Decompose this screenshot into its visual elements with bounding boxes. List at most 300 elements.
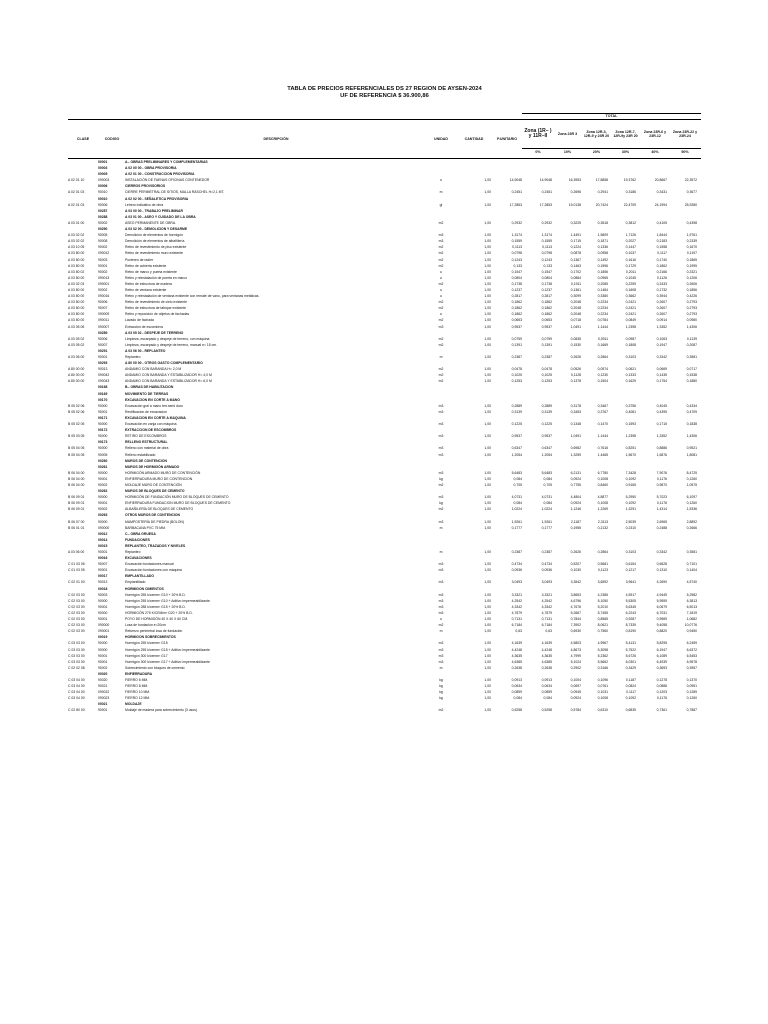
cell-zona-3: 0,1092 xyxy=(625,501,636,506)
cell-cantidad: 1,00 xyxy=(484,257,491,262)
cell-zona-3: 0,1045 xyxy=(625,275,636,280)
cell-zona-0: 3,3321 xyxy=(541,592,552,597)
cell-clase: A 02 01 03 xyxy=(68,190,85,195)
cell-unidad: m3 xyxy=(438,610,444,615)
cell-descripcion: REPLANTEO, TRAZADOS Y NIVELES xyxy=(125,543,186,548)
cell-zona-3: 0,1217 xyxy=(625,568,636,573)
cell-zona-2: 0,1123 xyxy=(597,568,608,573)
cell-zona-5: 0,1260 xyxy=(686,476,697,481)
cell-unidad: kg xyxy=(439,690,443,695)
cell-p-unitario: 0,1777 xyxy=(511,525,522,530)
cell-zona-4: 5,9559 xyxy=(656,598,667,603)
cell-clase: A 03 80 00 xyxy=(68,275,85,280)
cell-zona-5: 8,4725 xyxy=(686,470,697,475)
cell-p-unitario: 0,1243 xyxy=(511,257,522,262)
cell-zona-2: 0,3380 xyxy=(597,294,608,299)
cell-zona-0: 0,1253 xyxy=(541,379,552,384)
cell-zona-3: 0,1608 xyxy=(625,287,636,292)
cell-descripcion: Limpieza, escarpado y despeje de terreno, manual e= 15 cm. xyxy=(125,342,218,347)
cell-descripcion: EMPLANTILLADO xyxy=(125,574,155,579)
cell-cantidad: 1,00 xyxy=(484,275,491,280)
cell-zona-3: 0,0849 xyxy=(625,318,636,323)
cell-zona-5: 0,7101 xyxy=(686,562,697,567)
cell-descripcion: INSTALACIÓN DE FAENAS OFICINAS CONTENEDOR xyxy=(125,178,210,183)
cell-zona-3: 8,7339 xyxy=(625,623,636,628)
cell-codigo: 90001 xyxy=(98,653,108,658)
cell-zona-0: 0,0913 xyxy=(541,677,552,682)
cell-unidad: m2 xyxy=(438,300,444,305)
cell-zona-0: 4,2542 xyxy=(541,598,552,603)
cell-codigo: 00005 xyxy=(98,172,108,177)
cell-clase: A 03 80 00 xyxy=(68,257,85,262)
header-clase: CLASE xyxy=(76,137,90,141)
cell-codigo: 00171 xyxy=(98,415,108,420)
cell-clase: A 03 06 00 xyxy=(68,550,85,554)
cell-zona-2: 5,5662 xyxy=(597,659,608,664)
cell-zona-0: 17,2853 xyxy=(539,202,552,207)
cell-unidad: m3 xyxy=(438,324,444,329)
header-total: TOTAL xyxy=(605,114,618,119)
cell-zona-5: 0,1404 xyxy=(686,568,697,573)
cell-zona-0: 4,1639 xyxy=(541,641,552,646)
cell-descripcion: Hormigón 255 k/cemm³ G10 + 20% B.D. xyxy=(125,592,186,597)
cell-p-unitario: 1,3174 xyxy=(511,233,522,238)
cell-zona-5: 0,1838 xyxy=(686,422,697,427)
cell-zona-2: 1,5809 xyxy=(597,233,608,238)
cell-p-unitario: 0,1253 xyxy=(511,379,522,384)
cell-zona-4: 0,2607 xyxy=(656,306,667,311)
cell-zona-3: 1,7126 xyxy=(625,233,636,238)
cell-descripcion: Letrero indicativo de obra xyxy=(125,202,164,207)
cell-codigo: 00003 xyxy=(98,166,108,171)
cell-p-unitario: 17,2853 xyxy=(509,202,522,207)
cell-zona-4: 0,2607 xyxy=(656,300,667,305)
cell-zona-4: 5,7023 xyxy=(656,495,667,500)
cell-zona-1: 0,1463 xyxy=(570,263,581,268)
cell-zona-2: 0,1031 xyxy=(597,690,608,695)
cell-zona-5: 6,5013 xyxy=(686,604,697,609)
cell-codigo: 90006 xyxy=(98,336,108,341)
cell-clase: B 06 04 00 xyxy=(68,476,85,481)
cell-codigo: 90008 xyxy=(98,239,108,244)
cell-zona-3: 1,2398 xyxy=(625,324,636,329)
cell-descripcion: MOLDAJE MURO DE CONTENCIÓN xyxy=(125,482,182,487)
cell-descripcion: Retiro y reinstalación de puerta en marco xyxy=(125,275,188,280)
cell-codigo: 00170 xyxy=(98,397,108,402)
cell-descripcion: Excavación en zanja con máquina xyxy=(125,422,177,427)
cell-zona-1: 0,5207 xyxy=(570,562,581,567)
cell-zona-5: 0,7887 xyxy=(686,708,697,713)
cell-zona-1: 0,2048 xyxy=(570,300,581,305)
cell-cantidad: 1,00 xyxy=(484,684,491,689)
cell-zona-0: 0,1862 xyxy=(541,306,552,311)
cell-zona-4: 0,3342 xyxy=(656,355,667,359)
cell-cantidad: 1,00 xyxy=(484,610,491,615)
cell-zona-3: 2,5039 xyxy=(625,519,636,524)
cell-zona-5: 0,4709 xyxy=(686,409,697,414)
cell-zona-0: 0,0936 xyxy=(541,568,552,573)
cell-zona-2: 0,1596 xyxy=(597,263,608,268)
cell-zona-1: 0,7844 xyxy=(570,617,581,622)
cell-zona-4: 0,2183 xyxy=(656,239,667,244)
cell-zona-2: 0,3166 xyxy=(597,665,608,670)
cell-zona-2: 1,1444 xyxy=(597,434,608,439)
cell-codigo: 090013 xyxy=(98,275,110,280)
cell-cantidad: 1,00 xyxy=(484,568,491,573)
cell-codigo: 90006 xyxy=(98,202,108,207)
cell-zona-4: 0,1740 xyxy=(656,257,667,262)
cell-zona-0: 0,7131 xyxy=(541,617,552,622)
cell-descripcion: MOLDAJE xyxy=(125,702,142,707)
cell-clase: C 02 03 00 xyxy=(68,604,85,609)
cell-zona-5: 6,9578 xyxy=(686,659,697,664)
cell-codigo: 00169 xyxy=(98,391,108,396)
cell-zona-5: 1,0682 xyxy=(686,617,697,622)
cell-zona-2: 0,7560 xyxy=(597,629,608,634)
cell-zona-0: 0,9537 xyxy=(541,324,552,329)
cell-unidad: m xyxy=(439,550,443,554)
cell-zona-2: 0,0574 xyxy=(597,367,608,372)
cell-zona-5: 0,1260 xyxy=(686,696,697,701)
cell-zona-1: 4,6796 xyxy=(570,598,581,603)
cell-clase: A 03 80 00 xyxy=(68,263,85,268)
cell-unidad: m3 xyxy=(438,659,444,664)
cell-zona-1: 0,2048 xyxy=(570,312,581,317)
cell-cantidad: 1,00 xyxy=(484,647,491,652)
cell-zona-4: 0,2488 xyxy=(656,525,667,530)
cell-codigo: 00006 xyxy=(98,184,108,189)
cell-unidad: m xyxy=(439,665,443,670)
cell-zona-1: 0,1348 xyxy=(570,422,581,427)
cell-zona-1: 0,1955 xyxy=(570,525,581,530)
cell-zona-3: 0,9165 xyxy=(625,482,636,487)
cell-descripcion: Hormigón 300 k/cemm³ G17 xyxy=(125,653,168,658)
cell-zona-3: 22,4709 xyxy=(623,202,636,207)
cell-zona-4: 0,7361 xyxy=(656,708,667,713)
cell-zona-5: 6,3813 xyxy=(686,598,697,603)
cell-clase: C 02 03 00 xyxy=(68,629,85,634)
cell-clase: A 03 06 00 xyxy=(68,355,85,359)
cell-zona-0: 0,1025 xyxy=(541,373,552,378)
cell-zona-2: 0,0965 xyxy=(597,275,608,280)
cell-zona-3: 5,4131 xyxy=(625,641,636,646)
cell-zona-1: 4,4804 xyxy=(570,495,581,500)
cell-codigo: 90002 xyxy=(98,269,108,274)
cell-unidad: m3 xyxy=(438,653,444,658)
cell-descripcion: A 02 00 00 - OBRA PROVISORIA xyxy=(125,166,177,171)
cell-unidad: m2 xyxy=(438,306,444,311)
header-codigo: CODIGO xyxy=(104,137,120,141)
cell-clase: A 03 05 06 xyxy=(68,324,85,329)
cell-descripcion: ASEO PERMANENTE DE OBRA. xyxy=(125,220,177,225)
cell-zona-2: 0,1504 xyxy=(597,379,608,384)
cell-clase: B 06 07 00 xyxy=(68,519,85,524)
cell-zona-1: 1,1246 xyxy=(570,507,581,512)
cell-codigo: 00021 xyxy=(98,702,108,707)
cell-codigo: 90001 xyxy=(98,617,108,622)
cell-zona-0: 0,0859 xyxy=(541,690,552,695)
cell-codigo: 00287 xyxy=(98,208,108,213)
cell-zona-0: 0,2387 xyxy=(541,355,552,359)
header-unidad: UNIDAD xyxy=(434,137,448,141)
cell-zona-0: 0,2638 xyxy=(541,665,552,670)
cell-cantidad: 1,00 xyxy=(484,482,491,487)
cell-descripcion: BARBACANA PVC 75 MM. xyxy=(125,525,166,530)
cell-cantidad: 1,00 xyxy=(484,422,491,427)
cell-clase: A 03 10 05 xyxy=(68,245,85,250)
cell-zona-2: 6,7780 xyxy=(597,470,608,475)
cell-clase: C 02 03 00 xyxy=(68,623,85,628)
cell-zona-2: 0,1008 xyxy=(597,696,608,701)
cell-descripcion: ANDAMIO CON BARANDA Y ESTABILIZADOR H= 6,0 M xyxy=(125,379,212,384)
cell-descripcion: EXCAVACION EN CORTE A MANO xyxy=(125,397,181,402)
cell-codigo: 90002 xyxy=(98,245,108,250)
cell-p-unitario: 0,4734 xyxy=(511,562,522,567)
cell-zona-2: 0,8460 xyxy=(597,482,608,487)
cell-zona-4: 20,8667 xyxy=(654,178,667,183)
cell-zona-3: 0,9287 xyxy=(625,617,636,622)
cell-zona-4: 24,1994 xyxy=(654,202,667,207)
cell-zona-1: 0,1361 xyxy=(570,287,581,292)
cell-unidad: gl xyxy=(439,202,443,207)
cell-unidad: u xyxy=(440,312,442,317)
cell-descripcion: A.- OBRAS PRELIMINARES Y COMPLEMENTARIAS xyxy=(125,160,208,164)
cell-zona-4: 0,1310 xyxy=(656,568,667,573)
cell-p-unitario: 0,2932 xyxy=(511,220,522,225)
cell-zona-0: 0,0478 xyxy=(541,367,552,372)
cell-p-unitario: 4,4248 xyxy=(511,647,522,652)
cell-zona-0: 0,3139 xyxy=(541,409,552,414)
cell-descripcion: OTROS MUROS DE CONTENCION xyxy=(125,513,181,518)
cell-clase: A 03 80 00 xyxy=(68,287,85,292)
cell-zona-0: 3,0493 xyxy=(541,580,552,585)
header-pct-2: 20% xyxy=(592,150,601,154)
cell-p-unitario: 0,1862 xyxy=(511,300,522,305)
cell-zona-0: 1,0224 xyxy=(541,507,552,512)
cell-codigo: 090007 xyxy=(98,324,110,329)
cell-zona-5: 0,1865 xyxy=(686,257,697,262)
cell-zona-2: 2,3113 xyxy=(597,519,608,524)
cell-cantidad: 1,00 xyxy=(484,263,491,268)
title-line-2: UF DE REFERENCIA $ 36.900,86 xyxy=(340,93,429,99)
cell-p-unitario: 0,1025 xyxy=(511,373,522,378)
table-row xyxy=(68,707,701,713)
cell-zona-3: 0,0987 xyxy=(625,336,636,341)
cell-zona-5: 0,2666 xyxy=(686,525,697,530)
cell-zona-3: 0,6154 xyxy=(625,562,636,567)
cell-cantidad: 1,00 xyxy=(484,409,491,414)
cell-unidad: u xyxy=(440,294,442,299)
cell-zona-5: 0,9450 xyxy=(686,629,697,634)
cell-codigo: 90007 xyxy=(98,562,108,567)
cell-zona-5: 0,1206 xyxy=(686,275,697,280)
cell-zona-5: 0,1538 xyxy=(686,373,697,378)
cell-codigo: 00260 xyxy=(98,458,108,463)
cell-zona-2: 3,6592 xyxy=(597,580,608,585)
header-zone-0: Zona (1R– ) y 11R–II xyxy=(524,127,552,139)
cell-zona-4: 0,0669 xyxy=(656,367,667,372)
cell-clase: A 03 80 00 xyxy=(68,312,85,317)
cell-zona-3: 0,2421 xyxy=(625,300,636,305)
cell-p-unitario: 4,0731 xyxy=(511,495,522,500)
cell-cantidad: 1,00 xyxy=(484,355,491,359)
cell-unidad: m3 xyxy=(438,592,444,597)
cell-zona-4: 0,4045 xyxy=(656,403,667,408)
header-pct-3: 30% xyxy=(621,150,630,154)
cell-zona-5: 6,2459 xyxy=(686,641,697,646)
cell-zona-5: 0,1197 xyxy=(686,251,697,256)
cell-descripcion: B.- OBRAS DE HABILITACION xyxy=(125,385,174,390)
cell-clase: A 03 02 02 xyxy=(68,233,85,238)
cell-p-unitario: 0,0478 xyxy=(511,367,522,372)
cell-descripcion: Retiro y reinstalación de ventana existente con remate de vano, para ventanas metálicas. xyxy=(125,294,260,299)
cell-clase: C 03 04 00 xyxy=(68,684,85,689)
cell-unidad: m2 xyxy=(438,482,444,487)
cell-p-unitario: 0,1225 xyxy=(511,422,522,427)
cell-clase: A 03 80 02 xyxy=(68,269,85,274)
cell-descripcion: Retiro de estructura de tabique existente xyxy=(125,306,187,311)
cell-cantidad: 1,00 xyxy=(484,245,491,250)
cell-zona-1: 0,2696 xyxy=(570,190,581,195)
cell-clase: B 06 04 00 xyxy=(68,482,85,487)
cell-p-unitario: 0,0859 xyxy=(511,690,522,695)
cell-p-unitario: 0,2638 xyxy=(511,665,522,670)
cell-zona-4: 7,9076 xyxy=(656,470,667,475)
cell-zona-5: 0,2339 xyxy=(686,239,697,244)
document-title xyxy=(68,86,701,100)
cell-zona-5: 0,3581 xyxy=(686,550,697,554)
cell-cantidad: 1,00 xyxy=(484,446,491,451)
cell-zona-4: 0,6628 xyxy=(656,562,667,567)
cell-clase: C 03 03 00 xyxy=(68,641,85,646)
cell-zona-5: 5,2982 xyxy=(686,592,697,597)
cell-cantidad: 1,00 xyxy=(484,220,491,225)
cell-cantidad: 1,00 xyxy=(484,452,491,457)
cell-unidad: m2 xyxy=(438,342,444,347)
cell-clase: A 03 80 00 xyxy=(68,306,85,311)
cell-zona-1: 4,5803 xyxy=(570,641,581,646)
cell-codigo: 90000 xyxy=(98,446,108,451)
cell-cantidad: 1,00 xyxy=(484,604,491,609)
cell-codigo: 90003 xyxy=(98,592,108,597)
cell-zona-5: 0,2793 xyxy=(686,306,697,311)
cell-cantidad: 1,00 xyxy=(484,434,491,439)
cell-descripcion: Retiro y reposición de objetos de fachadas xyxy=(125,312,190,317)
cell-codigo: 90001 xyxy=(98,476,108,481)
cell-zona-5: 4,5740 xyxy=(686,580,697,585)
cell-clase: B 06 09 01 xyxy=(68,501,85,506)
cell-zona-3: 0,1808 xyxy=(625,342,636,347)
cell-zona-2: 5,2362 xyxy=(597,653,608,658)
cell-zona-2: 0,0784 xyxy=(597,318,608,323)
cell-zona-4: 0,1176 xyxy=(656,696,667,701)
cell-zona-3: 0,4081 xyxy=(625,409,636,414)
cell-zona-2: 0,3467 xyxy=(597,403,608,408)
cell-cantidad: 1,00 xyxy=(484,306,491,311)
cell-cantidad: 1,00 xyxy=(484,659,491,664)
cell-codigo: 00262 xyxy=(98,489,108,494)
cell-cantidad: 1,00 xyxy=(484,617,491,622)
cell-zona-2: 0,5681 xyxy=(597,562,608,567)
cell-zona-3: 19,3762 xyxy=(623,178,636,183)
cell-unidad: m3 xyxy=(438,403,444,408)
cell-zona-0: 0,1547 xyxy=(541,269,552,274)
cell-zona-4: 6,1947 xyxy=(656,647,667,652)
cell-zona-3: 0,3186 xyxy=(625,190,636,195)
cell-zona-1: 1,3259 xyxy=(570,452,581,457)
cell-clase: C 03 04 00 xyxy=(68,696,85,701)
cell-clase: B 06 04 00 xyxy=(68,470,85,475)
cell-codigo: 90007 xyxy=(98,342,108,347)
cell-codigo: 090000 xyxy=(98,623,110,628)
cell-zona-3: 0,1629 xyxy=(625,379,636,384)
cell-p-unitario: 4,3342 xyxy=(511,604,522,609)
cell-zona-0: 0,2889 xyxy=(541,403,552,408)
cell-p-unitario: 0,0759 xyxy=(511,336,522,341)
cell-zona-5: 0,1670 xyxy=(686,245,697,250)
cell-clase: B 05 03 05 xyxy=(68,434,85,439)
cell-descripcion: Lavado de fachada xyxy=(125,318,154,323)
cell-zona-5: 0,1139 xyxy=(686,336,697,341)
cell-codigo: 90000 xyxy=(98,610,108,615)
cell-clase: A 02 01 03 xyxy=(68,202,85,207)
cell-zona-1: 0,0526 xyxy=(570,367,581,372)
cell-descripcion: HORMIGON SOBRECIMIENTOS xyxy=(125,635,176,640)
cell-zona-2: 0,1008 xyxy=(597,501,608,506)
cell-zona-5: 1,9761 xyxy=(686,233,697,238)
cell-descripcion: FIERRO 12 MM. xyxy=(125,696,151,701)
cell-zona-2: 0,0958 xyxy=(597,251,608,256)
cell-zona-1: 0,3178 xyxy=(570,403,581,408)
cell-clase: C 02 03 00 xyxy=(68,592,85,597)
cell-codigo: 00012 xyxy=(98,531,108,536)
cell-codigo: 090001 xyxy=(98,629,110,634)
cell-zona-5: 1,4306 xyxy=(686,434,697,439)
cell-zona-0: 0,2387 xyxy=(541,550,552,554)
cell-descripcion: MUROS DE HORMIGÓN ARMADO xyxy=(125,464,180,469)
cell-descripcion: RETIRO DE ESCOMBROS xyxy=(125,434,167,439)
cell-unidad: m2 xyxy=(438,708,444,713)
cell-zona-0: 6,7184 xyxy=(541,623,552,628)
cell-descripcion: ENFIERRADURA FUNDACION MURO DE BLOQUES DE CEMENTO xyxy=(125,501,231,506)
cell-clase: B 06 01 01 xyxy=(68,525,85,530)
cell-zona-4: 0,1435 xyxy=(656,373,667,378)
cell-descripcion: Retiro de revestimiento muro existente xyxy=(125,251,184,256)
cell-descripcion: A 03 01 00 - ASEO Y CUIDADO DE LA OBRA xyxy=(125,214,196,219)
cell-zona-2: 0,1492 xyxy=(597,257,608,262)
cell-zona-5: 0,4398 xyxy=(686,220,697,225)
cell-descripcion: A 02 02 00 - SEÑALETICA PROVISORIA xyxy=(125,196,189,201)
cell-zona-3: 0,3103 xyxy=(625,355,636,359)
cell-codigo: 00293 xyxy=(98,361,108,366)
cell-descripcion: Rectificacion de excavacion xyxy=(125,409,167,414)
cell-clase: C 02 03 00 xyxy=(68,610,85,615)
cell-zona-3: 0,0824 xyxy=(625,684,636,689)
cell-zona-2: 5,3098 xyxy=(597,647,608,652)
cell-clase: A 03 05 02 xyxy=(68,336,85,341)
cell-unidad: kg xyxy=(439,684,443,689)
cell-zona-4: 0,1715 xyxy=(656,422,667,427)
cell-zona-1: 0,7755 xyxy=(570,482,581,487)
cell-codigo: 00291 xyxy=(98,348,108,353)
cell-zona-4: 1,6876 xyxy=(656,452,667,457)
cell-zona-1: 0,2626 xyxy=(570,355,581,359)
cell-zona-0: 0,0759 xyxy=(541,336,552,341)
cell-zona-3: 0,6835 xyxy=(625,708,636,713)
cell-zona-1: 2,1187 xyxy=(570,519,581,524)
cell-zona-0: 14,9048 xyxy=(539,178,552,183)
cell-zona-2: 4,2385 xyxy=(597,592,608,597)
